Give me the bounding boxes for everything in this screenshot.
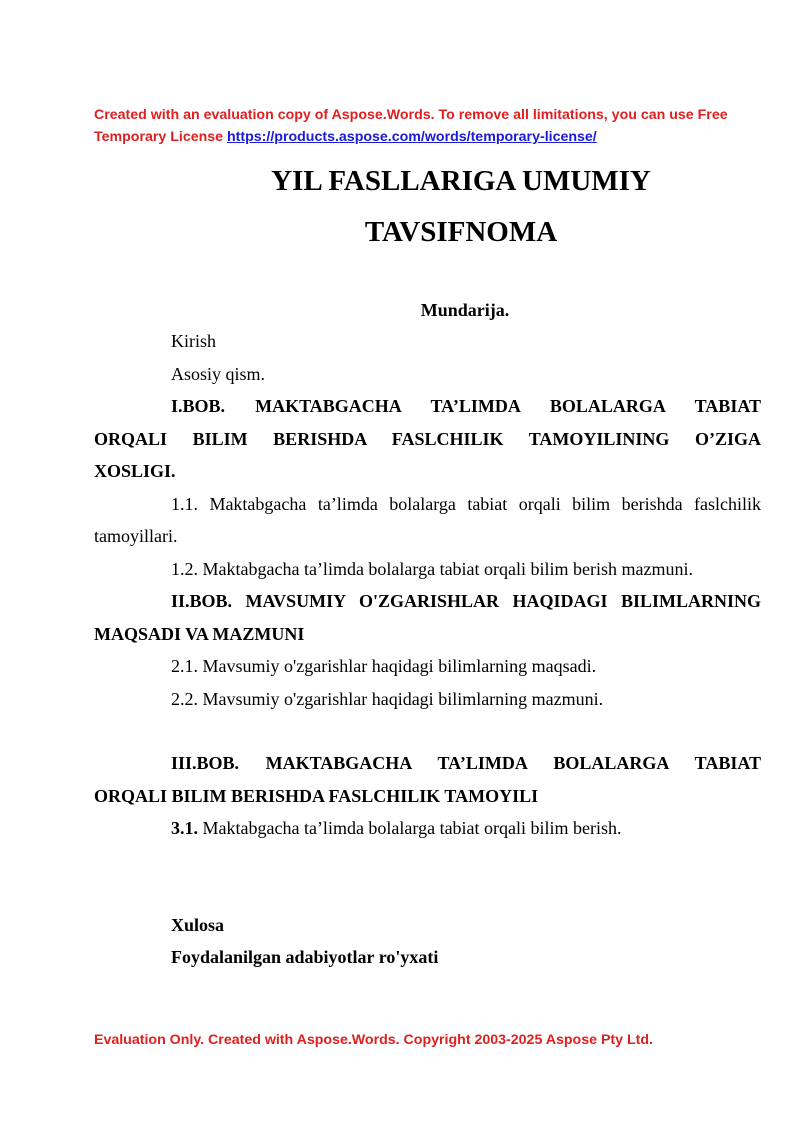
toc-section-3-1-number: 3.1. (171, 818, 198, 838)
evaluation-notice-line2 (94, 126, 734, 148)
evaluation-notice (94, 104, 734, 148)
document-title-line2: TAVSIFNOMA (364, 216, 558, 248)
evaluation-notice-license-label: Temporary License (94, 129, 227, 145)
toc-section-2-1: 2.1. Mavsumiy o'zgarishlar haqidagi bilimlarning maqsadi. (171, 656, 597, 676)
toc-chapter3-line2: ORQALI BILIM BERISHDA FASLCHILIK TAMOYILI (94, 786, 539, 806)
toc-chapter1-line1: I.BOB. MAKTABGACHA TA’LIMDA BOLALARGA TABIAT (171, 396, 761, 416)
temporary-license-link[interactable]: https://products.aspose.com/words/temporary-license/ (227, 129, 597, 145)
toc-chapter1-line2: ORQALI BILIM BERISHDA FASLCHILIK TAMOYILINING O’ZIGA (94, 429, 761, 449)
evaluation-footer: Evaluation Only. Created with Aspose.Words. Copyright 2003-2025 Aspose Pty Ltd. (94, 1032, 653, 1048)
toc-section-3-1-text: Maktabgacha ta’limda bolalarga tabiat orqali bilim berish. (198, 818, 622, 838)
toc-section-1-1-line2: tamoyillari. (94, 526, 178, 546)
toc-section-1-2: 1.2. Maktabgacha ta’limda bolalarga tabiat orqali bilim berish mazmuni. (171, 559, 694, 579)
evaluation-notice-line1: Created with an evaluation copy of Aspose.Words. To remove all limitations, you can use Free (94, 107, 728, 123)
toc-chapter2-line1: II.BOB. MAVSUMIY O'ZGARISHLAR HAQIDAGI BILIMLARNING (171, 591, 761, 611)
toc-heading: Mundarija. (420, 300, 510, 320)
toc-section-1-1-line1: 1.1. Maktabgacha ta’limda bolalarga tabiat orqali bilim berishda faslchilik (171, 494, 761, 514)
document-title-line1: YIL FASLLARIGA UMUMIY (271, 165, 651, 197)
toc-item-conclusion: Xulosa (171, 915, 225, 935)
toc-section-3-1 (171, 816, 622, 840)
toc-section-2-2: 2.2. Mavsumiy o'zgarishlar haqidagi bilimlarning mazmuni. (171, 689, 604, 709)
toc-item-references: Foydalanilgan adabiyotlar ro'yxati (171, 947, 439, 967)
toc-chapter2-line2: MAQSADI VA MAZMUNI (94, 624, 305, 644)
toc-item-main-part: Asosiy qism. (171, 364, 266, 384)
toc-chapter3-line1: III.BOB. MAKTABGACHA TA’LIMDA BOLALARGA TABIAT (171, 753, 761, 773)
toc-item-intro: Kirish (171, 331, 216, 351)
toc-chapter1-line3: XOSLIGI. (94, 461, 176, 481)
